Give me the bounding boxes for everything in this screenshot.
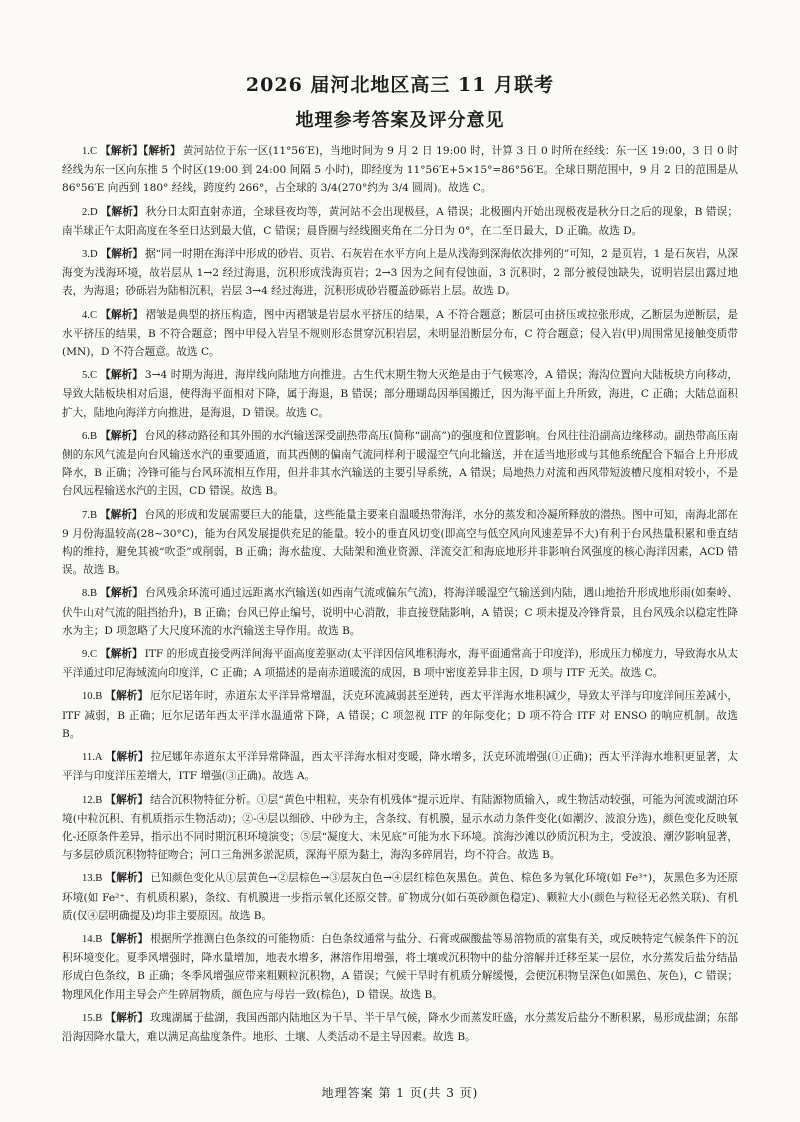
answer-item [62,645,738,682]
question-number: 2. [82,206,90,218]
analysis-tag: 【解析】 [105,751,149,764]
question-number: 6. [82,430,90,442]
answer-item [62,748,738,785]
answer-item [62,1009,738,1046]
answer-letter: C [89,309,98,321]
answer-letter: C [89,649,98,661]
question-number: 4. [82,309,90,321]
analysis-tag: 【解析】 [105,793,149,806]
answer-item [62,142,738,198]
answer-letter: B [89,509,98,521]
answer-letter: B [95,1012,103,1024]
analysis-tag: 【解析】【解析】 [100,145,181,157]
answer-letter: B [95,794,103,806]
answer-list [62,142,738,1046]
question-number: 12. [82,794,96,806]
analysis-text: 褶皱是典型的挤压构造，图中丙褶皱是岩层水平挤压的结果，A 不符合题意；断层可由挤压或拉张形成，乙断层为逆断层，是水平挤压的结果，B 不符合题意；图中甲侵入岩呈不规则形态贯穿沉积岩层，未明显沿断层分布，C 符合题意；侵入岩(甲)周围常见接触变质带(MN)，D 不符合题意。故选 C。 [62,308,739,359]
analysis-text: 秋分日太阳直射赤道，全球昼夜均等，黄河站不会出现极昼，A 错误；北极圈内开始出现极夜是秋分日之后的现象，B 错误；南半球正午太阳高度在冬至日达到最大值，C 错误；晨昏圈与经线圈夹角在二分日为 0°，在二至日最大，D 正确。故选 D。 [62,205,738,237]
answer-item [62,930,738,1004]
page-subtitle: 地理参考答案及评分意见 [295,110,505,131]
analysis-text: ITF 的形成直接受两洋间海平面高度差驱动(太平洋因信风堆积海水，海平面通常高于印度洋)，形成压力梯度力，导致海水从太平洋通过印尼海域流向印度洋，C 正确；A 项描述的是南赤道暖流的成因，B 项中密度差异非主因，D 项与 ITF 无关。故选 C。 [62,648,739,680]
page-title: 2026 届河北地区高三 11 月联考 [245,74,555,96]
analysis-tag: 【解析】 [105,690,149,703]
answer-item [62,584,738,640]
analysis-tag: 【解析】 [100,587,144,600]
analysis-tag: 【解析】 [100,508,143,521]
answer-letter: B [89,588,98,600]
answer-item [62,427,738,501]
analysis-tag: 【解析】 [105,1011,149,1024]
analysis-text: 根据所学推测白色条纹的可能物质：白色条纹通常与盐分、石膏或碳酸盐等易溶物质的富集有关，或反映特定气候条件下的沉积环境变化。夏季风增强时，降水量增加，地表水增多，淋溶作用增强，将土壤或沉积物中的盐分溶解并迁移至某一层位，水分蒸发后盐分结晶形成白色条纹，B 正确；冬季风增强应带来粗颗粒沉积物，A 错误；气候干旱时有机质分解缓慢，会使沉积物呈深色(如黑色、灰色)，C 错误；物理风化作用主导会产生碎屑物质，颜色应与母岩一致(棕色)，D 错误。故选 B。 [62,932,739,1001]
analysis-text: 拉尼娜年赤道东太平洋异常降温，西太平洋海水相对变暖，降水增多，沃克环流增强(①正确)；西太平洋海水堆积更显著，太平洋与印度洋压差增大，ITF 增强(③正确)。故选 A。 [62,751,739,783]
answer-letter: B [95,691,103,703]
analysis-text: 据“同一时期在海洋中形成的砂岩、页岩、石灰岩在水平方向上是从浅海到深海依次排列的”可知，2 是页岩，1 是石灰岩，从深海变为浅海环境，故岩层从 1→2 经过海退，沉积形成浅海页岩；2→3 因为之间有侵蚀面，3 沉积时，2 部分被侵蚀缺失，说明岩层出露过地表，为海退；砂砾岩为陆相沉积，岩层 3→4 经过海进，沉积形成砂岩覆盖砂砾岩上层。故选 D。 [62,248,739,298]
answer-item [62,791,738,865]
page-footer: 地理答案 第 1 页(共 3 页) [321,1086,479,1100]
question-number: 1. [82,146,90,157]
analysis-tag: 【解析】 [105,932,149,945]
analysis-tag: 【解析】 [105,872,149,885]
answer-item [62,506,738,580]
question-number: 14. [82,933,96,945]
answer-item [62,306,738,362]
analysis-tag: 【解析】 [100,369,143,382]
analysis-text: 黄河站位于东一区(11°56′E)，当地时间为 9 月 2 日 19:00 时，计算 3 日 0 时所在经线：东一区 19:00，3 日 0 时经线为东一区向东推 5 个时区(19:00 到 24:00 间隔 5 小时)，即经度为 11°56′E+5×15°=86°56′E。全球日期范围中，9 月 2 日的范围是从 86°56′E 向西到 180° 经线，跨度约 266°，占全球的 3/4(270°约为 3/4 圆周)。故选 C。 [62,145,738,195]
question-number: 10. [82,691,96,703]
question-number: 9. [82,649,90,661]
answer-item [62,203,738,240]
question-number: 5. [82,370,90,382]
answer-letter: B [95,873,103,885]
answer-letter: B [95,933,103,945]
answer-letter: C [89,370,98,382]
question-number: 8. [82,588,90,600]
analysis-tag: 【解析】 [100,648,143,661]
answer-item [62,869,738,925]
answer-item [62,687,738,743]
answer-item [62,245,738,301]
analysis-text: 已知颜色变化从①层黄色→②层棕色→③层灰白色→④层红棕色灰黑色。黄色、棕色多为氧化环境(如 Fe³⁺)，灰黑色多为还原环境(如 Fe²⁺、有机质积累)，条纹、有机膜进一步指示氧化还原交替。矿物成分(如石英砂颜色稳定)、颗粒大小(颜色与粒径无必然关联)、有机质(仅④层明确提及)均非主要原因。故选 B。 [62,872,739,922]
analysis-tag: 【解析】 [100,308,144,321]
analysis-text: 厄尔尼诺年时，赤道东太平洋异常增温，沃克环流减弱甚至逆转，西太平洋海水堆积减少，导致太平洋与印度洋间压差减小，ITF 减弱，B 正确；厄尔尼诺年西太平洋水温通常下降，A 错误；C 项忽视 ITF 的年际变化；D 项不符合 ITF 对 ENSO 的响应机制。故选 B。 [62,690,739,740]
analysis-text: 台风的形成和发展需要巨大的能量，这些能量主要来自温暖热带海洋，水分的蒸发和冷凝所释放的潜热。图中可知，南海北部在 9 月份海温较高(28~30°C)，能为台风发展提供充足的能量。较小的垂直风切变(即高空与低空风向风速差异不大)有利于台风热量积累和垂直结构的维持，避免其被“吹歪”或削弱，B 正确；海水盐度、大陆架和渔业资源、洋流交汇和海底地形并非影响台风强度的核心海洋因素，ACD 错误。故选 B。 [62,508,738,577]
answer-letter: A [94,752,103,764]
answer-letter: B [89,430,98,442]
answer-letter: C [89,146,98,157]
question-number: 3. [82,249,90,261]
answer-item [62,366,738,422]
analysis-tag: 【解析】 [100,248,144,261]
analysis-text: 结合沉积物特征分析。①层“黄色中粗粒，夹杂有机残体”提示近岸、有陆源物质输入，或生物活动较强，可能为河流或湖泊环境(中粒沉积、有机质指示生物活动)；②-④层以细砂、中砂为主，含条纹、有机膜，显示水动力条件变化(如潮汐、波浪分选)，颜色变化反映氧化-还原条件差异，指示出不同时期沉积环境演变；⑤层“凝度大、未见底”可能为水下环境。滨海沙滩以砂质沉积为主，受波浪、潮汐影响显著，与多层砂质沉积物特征吻合；河口三角洲多淤泥质，深海平原为黏土，海沟多碎屑岩，均不符合。故选 B。 [62,793,739,862]
question-number: 7. [82,509,90,521]
analysis-text: 台风的移动路径和其外围的水汽输送深受副热带高压(简称“副高”)的强度和位置影响。台风往往沿副高边缘移动。副热带高压南侧的东风气流是向台风输送水汽的重要通道，而其西侧的偏南气流同样利于暖湿空气向北输送，并在适当地形或与其他系统配合下辐合上升形成降水，B 正确；冷锋可能与台风环流相互作用，但并非其水汽输送的主要引导系统，A 错误；局地热力对流和西风带短波槽尺度相对较小，不是台风远程输送水汽的主因，CD 错误。故选 B。 [62,429,739,498]
question-number: 15. [82,1012,96,1024]
answer-letter: D [89,206,98,218]
analysis-text: 台风残余环流可通过远距离水汽输送(如西南气流或偏东气流)，将海洋暖湿空气输送到内陆，遇山地抬升形成地形雨(如秦岭、伏牛山对气流的阻挡抬升)，B 正确；台风已停止编号，说明中心消散，非直接登陆影响，A 错误；C 项未提及冷锋背景，且台风残余以稳定性降水为主；D 项忽略了大尺度环流的水汽输送主导作用。故选 B。 [62,587,738,637]
question-number: 11. [82,752,95,764]
analysis-tag: 【解析】 [100,429,143,442]
analysis-text: 3→4 时期为海进，海岸线向陆地方向推进。古生代末期生物大灭绝是由于气候寒冷，A 错误；海沟位置向大陆板块方向移动，导致大陆板块相对后退，使得海平面相对下降，属于海退，B 错误；部分珊瑚岛因举国搬迁，因为海平面上升所致，海进，C 正确；大陆总面积扩大，陆地向海洋方向推进，是海退，D 错误。故选 C。 [62,369,738,419]
analysis-tag: 【解析】 [100,205,144,218]
answer-letter: D [89,249,98,261]
question-number: 13. [82,873,96,885]
analysis-text: 玫瑰湖属于盐湖，我国西部内陆地区为干旱、半干旱气候，降水少而蒸发旺盛，水分蒸发后盐分不断积累，易形成盐湖；东部沿海因降水量大，难以满足高盐度条件。地形、土壤、人类活动不是主导因素。故选 B。 [62,1011,739,1043]
